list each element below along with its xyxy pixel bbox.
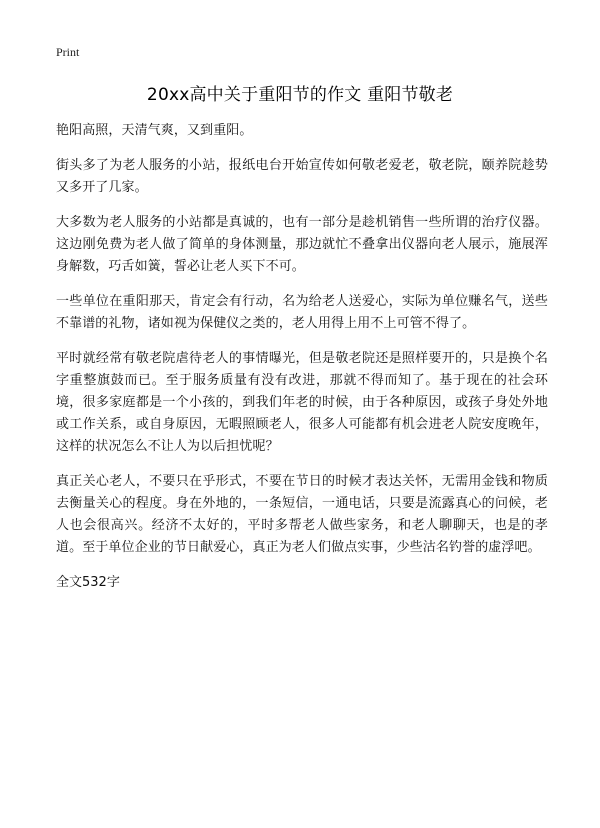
word-count: 全文532字 [56, 575, 120, 590]
document-body [56, 120, 548, 594]
paragraph: 平时就经常有敬老院虐待老人的事情曝光，但是敬老院还是照样要开的，只是换个名字重整旗鼓而已。至于服务质量有没有改进，那就不得而知了。基于现在的社会环境，很多家庭都是一个小孩的，到我们年老的时候，由于各种原因，或孩子身处外地或工作关系，或自身原因，无暇照顾老人，很多人可能都有机会进老人院安度晚年，这样的状况怎么不让人为以后担忧呢？ [56, 351, 548, 454]
paragraph: 一些单位在重阳那天，肯定会有行动，名为给老人送爱心，实际为单位赚名气，送些不靠谱的礼物，诸如视为保健仪之类的，老人用得上用不上可管不得了。 [56, 294, 548, 331]
document-title: 20xx高中关于重阳节的作文 重阳节敬老 [146, 85, 454, 105]
paragraph: 真正关心老人，不要只在乎形式，不要在节日的时候才表达关怀，无需用金钱和物质去衡量关心的程度。身在外地的，一条短信，一通电话，只要是流露真心的问候，老人也会很高兴。经济不太好的，平时多帮老人做些家务，和老人聊聊天，也是的孝道。至于单位企业的节日献爱心，真正为老人们做点实事，少些沽名钓誉的虚浮吧。 [56, 474, 548, 555]
paragraph: 街头多了为老人服务的小站，报纸电台开始宣传如何敬老爱老，敬老院，颐养院趁势又多开了几家。 [56, 158, 548, 195]
print-link[interactable]: Print [56, 45, 80, 59]
paragraph: 大多数为老人服务的小站都是真诚的，也有一部分是趁机销售一些所谓的治疗仪器。这边刚免费为老人做了简单的身体测量，那边就忙不叠拿出仪器向老人展示，施展浑身解数，巧舌如簧，誓必让老人买下不可。 [56, 215, 548, 274]
paragraph: 艳阳高照，天清气爽，又到重阳。 [56, 123, 253, 138]
